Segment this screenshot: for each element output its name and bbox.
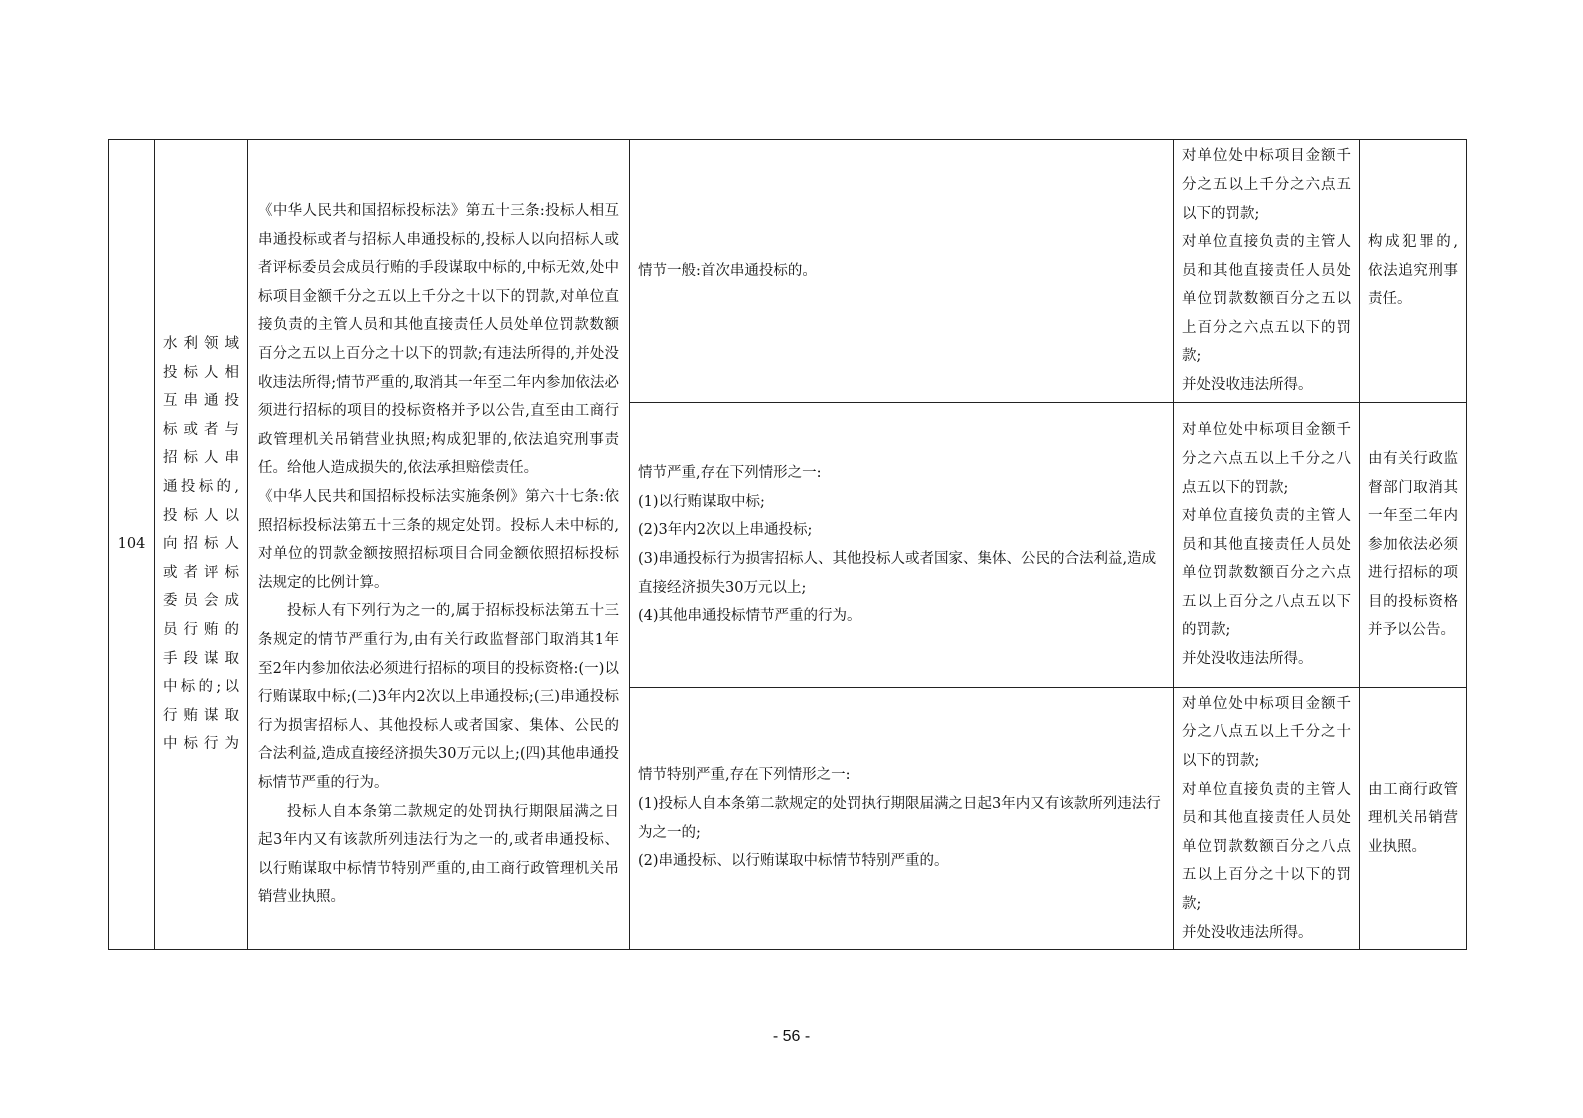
- standard-line: 对单位直接负责的主管人员和其他直接责任人员处单位罚款数额百分之八点五以上百分之十以下的罚款;: [1182, 781, 1351, 912]
- basis-paragraph: 《中华人民共和国招标投标法》第五十三条:投标人相互串通投标或者与招标人串通投标的,投标人以向招标人或者评标委员会成员行贿的手段谋取中标的,中标无效,处中标项目金额千分之五以上千分之十以下的罚款,对单位直接负责的主管人员和其他直接责任人员处单位罚款数额百分之五以上百分之十以下的罚款;有违法所得的,并处没收违法所得;情节严重的,取消其一年至二年内参加依法必须进行招标的项目的投标资格并予以公告,直至由工商行政管理机关吊销营业执照;构成犯罪的,依法追究刑事责任。给他人造成损失的,依法承担赔偿责任。: [258, 203, 619, 477]
- other-especially-serious: [1360, 688, 1467, 950]
- item-line: 招标人串: [163, 450, 239, 467]
- circumstance-line: (2)3年内2次以上串通投标;: [638, 522, 813, 539]
- item-number: 104: [109, 140, 155, 950]
- circumstance-line: 情节严重,存在下列情形之一:: [638, 465, 822, 482]
- other-general: [1360, 140, 1467, 403]
- item-line: 向招标人: [163, 536, 239, 553]
- circumstance-line: (4)其他串通投标情节严重的行为。: [638, 608, 862, 625]
- other-text: 构成犯罪的,依法追究刑事责任。: [1368, 234, 1458, 308]
- item-line: 互串通投: [163, 393, 239, 410]
- item-line: 投标人以: [163, 507, 239, 524]
- standard-especially-serious: [1174, 688, 1360, 950]
- circumstance-line: 情节一般:首次串通投标的。: [638, 262, 817, 279]
- page-number: - 56 -: [772, 1028, 811, 1045]
- circumstance-especially-serious: [630, 688, 1174, 950]
- item-line: 员行贿的: [163, 621, 239, 638]
- circumstance-line: (1)投标人自本条第二款规定的处罚执行期限届满之日起3年内又有该款所列违法行为之一的;: [638, 795, 1161, 841]
- standard-line: 对单位直接负责的主管人员和其他直接责任人员处单位罚款数额百分之六点五以上百分之八点五以下的罚款;: [1182, 508, 1351, 639]
- penalty-table: [108, 139, 1467, 950]
- item-line: 中标的;以: [163, 679, 239, 696]
- circumstance-serious: [630, 403, 1174, 688]
- item-line: 或者评标: [163, 564, 239, 581]
- basis-paragraph: 《中华人民共和国招标投标法实施条例》第六十七条:依照招标投标法第五十三条的规定处罚。投标人未中标的,对单位的罚款金额按照招标项目合同金额依照招标投标法规定的比例计算。: [258, 489, 619, 591]
- item-line: 投标人相: [163, 364, 239, 381]
- item-line: 行贿谋取: [163, 707, 239, 724]
- other-serious: [1360, 403, 1467, 688]
- circumstance-general: [630, 140, 1174, 403]
- item-line: 通投标的,: [163, 479, 239, 496]
- item-line: 水利领域: [163, 336, 239, 353]
- table-row: [109, 140, 1467, 403]
- basis-paragraph: 投标人有下列行为之一的,属于招标投标法第五十三条规定的情节严重行为,由有关行政监督部门取消其1年至2年内参加依法必须进行招标的项目的投标资格:(一)以行贿谋取中标;(二)3年内2次以上串通投标;(三)串通投标行为损害招标人、其他投标人或者国家、集体、公民的合法利益,造成直接经济损失30万元以上;(四)其他串通投标情节严重的行为。: [258, 603, 619, 791]
- basis-paragraph: 投标人自本条第二款规定的处罚执行期限届满之日起3年内又有该款所列违法行为之一的,或者串通投标、以行贿谋取中标情节特别严重的,由工商行政管理机关吊销营业执照。: [258, 803, 619, 906]
- item-line: 手段谋取: [163, 650, 239, 667]
- item-line: 委员会成: [163, 593, 239, 610]
- standard-line: 对单位直接负责的主管人员和其他直接责任人员处单位罚款数额百分之五以上百分之六点五以下的罚款;: [1182, 234, 1351, 365]
- legal-basis: [248, 140, 630, 950]
- circumstance-line: (2)串通投标、以行贿谋取中标情节特别严重的。: [638, 853, 949, 870]
- other-text: 由工商行政管理机关吊销营业执照。: [1368, 781, 1458, 855]
- other-text: 由有关行政监督部门取消其一年至二年内参加依法必须进行招标的项目的投标资格并予以公告。: [1368, 450, 1458, 639]
- standard-line: 并处没收违法所得。: [1182, 651, 1313, 668]
- item-line: 标或者与: [163, 421, 239, 438]
- standard-line: 并处没收违法所得。: [1182, 924, 1313, 941]
- standard-general: [1174, 140, 1360, 403]
- standard-serious: [1174, 403, 1360, 688]
- standard-line: 对单位处中标项目金额千分之八点五以上千分之十以下的罚款;: [1182, 695, 1351, 770]
- circumstance-line: (1)以行贿谋取中标;: [638, 493, 765, 510]
- circumstance-line: (3)串通投标行为损害招标人、其他投标人或者国家、集体、公民的合法利益,造成直接经济损失30万元以上;: [638, 551, 1157, 596]
- item-line: 中标行为: [163, 736, 239, 753]
- standard-line: 对单位处中标项目金额千分之五以上千分之六点五以下的罚款;: [1182, 148, 1351, 222]
- standard-line: 对单位处中标项目金额千分之六点五以上千分之八点五以下的罚款;: [1182, 422, 1351, 496]
- standard-line: 并处没收违法所得。: [1182, 377, 1313, 394]
- violation-item: [155, 140, 248, 950]
- circumstance-line: 情节特别严重,存在下列情形之一:: [638, 767, 851, 784]
